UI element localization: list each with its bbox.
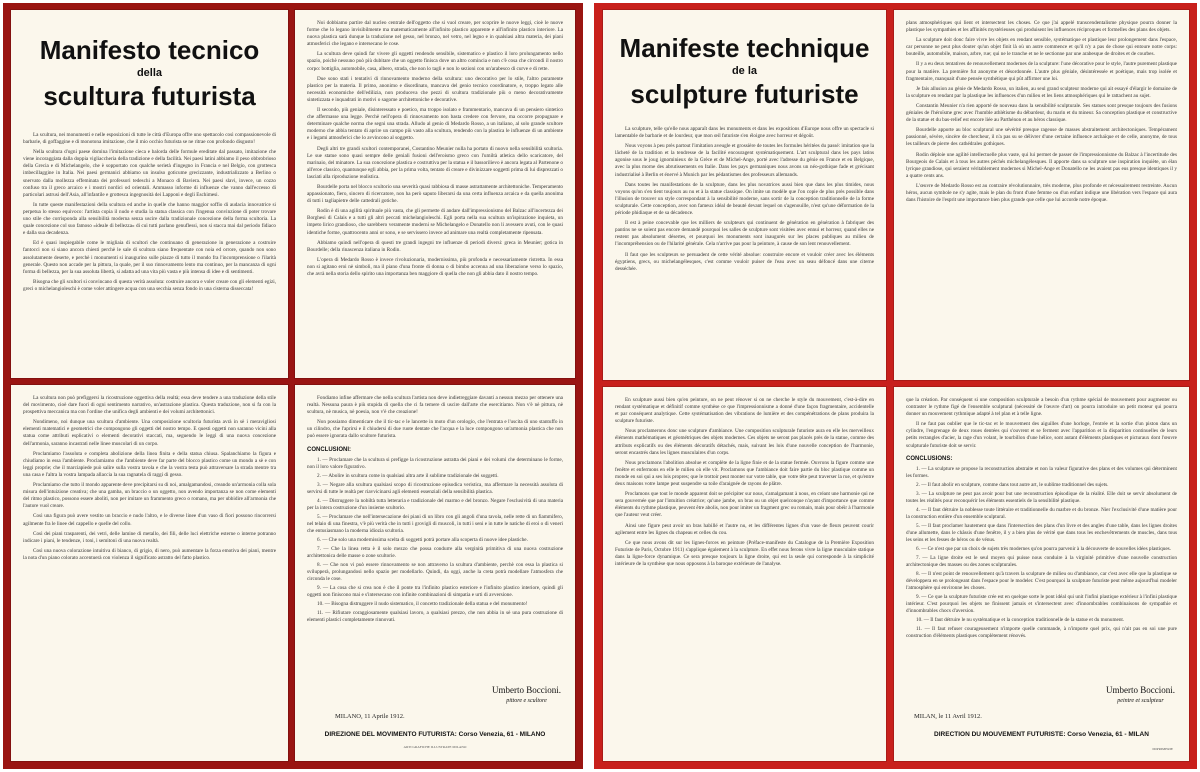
conclusion-item: 7. — La ligne droite est le seul moyen qui puisse nous conduire à la virginité primitive d'une nouvelle construction architectonique des masses ou des zones sculpturales. [906,554,1177,568]
conclusion-item: 4. — Il faut détruire la noblesse toute littéraire et traditionnelle du marbre et du bronze. Nier l'exclusivité d'une matière pour la construction entière d'un ensemble sculptural. [906,506,1177,520]
paragraph: Ainsi une figure peut avoir un bras habillé et l'autre nu, et les différentes lignes d'un vase de fleurs peuvent courir agilement entre les lignes du chapeau et celles du cou. [615,522,874,536]
paragraph: La scultura deve quindi far vivere gli oggetti rendendo sensibile, sistematico e plastico il loro prolungamento nello spazio, poichè nessuno può più dubitare che un oggetto finisca dove un altro comincia e non c'è cosa che circondi il nostro corpo: bottiglia, automobile, casa, albero, strada, che non lo tagli e non lo sezioni con un'arabesco di curve e di rette. [307,51,563,72]
paragraph: En sculpture aussi bien qu'en peinture, on ne peut rénover si on ne cherche le style du mouvement, c'est-à-dire en rendant systématique et définitif comme synthèse ce que l'impressionnisme a donné d'une façon fragmentaire, accidentelle et par conséquent analytique. Cette systématisation des vibrations de lumière et des compénétrations de plans produira la sculpture futuriste. [615,397,874,425]
italian-page-2 [295,10,575,378]
italian-title-line2: della [136,67,163,79]
italian-title-line3: scultura futurista [43,81,256,111]
paragraph: Nous proclamons l'abolition absolue et complète de la ligne finie et de la statue fermée. Ouvrons la figure comme une fenêtre et enfermons en elle le milieu où elle vit. Proclamons que l'ambiance doit faire partie du bloc plastique comme un monde en soi qui a ses lois propres; que le trottoir peut monter sur votre table, que votre tête peut traverser la rue, et qu'entre deux maisons votre lampe peut suspendre sa toile d'araignée de rayons de plâtre. [615,459,874,488]
paragraph: Nella scultura d'ogni paese domina l'imitazione cieca e balorda delle formule ereditate dal passato, imitazione che viene incoraggiata dalla doppia vigliaccheria della tradizione e della facilità. Nei paesi latini abbiamo il peso obbrobrioso della Grecia e di Michelangelo, che è sopportato con qualche serietà d'ingegno in Francia e nel Belgio, con grottesca imbecillaggine in Italia. Nei paesi germanici abbiamo un insulso goticume grecizzante, industrializzato a Berlino o snervato dalla mollezza effeminata dei professori tedeschi a Monaco di Baviera. Nei paesi slavi, invece, un cozzo confuso tra il greco arcaico e i mostri nordici od orientali. Ammasso informe di influenze che vanno dall'eccesso di particolari astrusi dell'Asia, all'infantile e grottesca ingegnosità dei Lapponi e degli Eschimesi. [23,149,276,198]
paragraph: Due sono stati i tentativi di rinnovamento moderno della scultura: uno decorativo per lo stile, l'altro puramente plastico per la materia. Il primo, anonimo e disordinato, mancava del genio tecnico coordinatore, e, troppo legato alle necessità economiche dell'edilizia, non produceva che pezzi di scultura tradizionale più o meno decorativamente sintetizzata e inquadrati in motivi o sagome architettoniche e decorative. [307,75,563,103]
conclusion-item: 10. — Il faut détruire le nu systématique et la conception traditionnelle de la statue et du monument. [916,616,1125,623]
italian-page-1 [11,10,288,378]
paragraph: Bisogna che gli scultori si convincano di questa verità assoluta: costruire ancora e voler creare con gli elementi egizi, greci o michelangioleschi è come voler attingere acqua con una secchia senza fondo in una cisterna disseccata! [23,278,276,292]
italian-title [23,36,276,110]
paragraph: Il ne faut pas oublier que le tic-tac et le mouvement des aiguilles d'une horloge, l'entrée et la sortie d'un piston dans un cylindre, l'engrenage de deux roues dentées qui s'ouvrent et se ferment avec l'apparition et la disparition continuelles de leurs petits rectangles d'acier, la rage d'un volant, le tourbillon d'une hélice, sont autant d'éléments plastiques et picturaux dont l'œuvre sculpturale futuriste doit se servir. [906,421,1177,449]
french-page-1 [603,10,886,380]
paragraph: Ed è quasi inspiegabile come le migliaia di scultori che continuano di generazione in generazione a costruire fantocci non si siano ancora chiesti perchè le sale di scultura siano frequentate con noia ed orrore, quando non sono assolutamente deserte, e perchè i monumenti si inaugurino sulle piazze di tutto il mondo fra l'incomprensione o l'ilarità generale. Questo non accade per la pittura, la quale, per il suo rinnovamento lento ma continuo, per la mancanza di ogni forma di bellezza, per la sua assoluta libertà, si adatta ad una vita più vasta e più intensa di idee e di sentimenti. [23,240,276,275]
french-title-line2: de la [731,65,758,77]
direction-address: DIREZIONE DEL MOVIMENTO FUTURISTA: Corso Venezia, 61 - MILANO [324,731,546,738]
french-page-2 [894,10,1189,380]
italian-intro-text [23,132,276,293]
paragraph: Bourdelle porta nel blocco scultorio una severità quasi rabbiosa di masse astrattamente architettoniche. Temperamento appassionato, fiero, sincero di ricercatore, non ha però saputo liberarsi da una certa influenza arcaica e da quella anonima di tutti i tagliapietre delle cattedrali gotiche. [307,183,563,205]
paragraph: Nondimeno, noi dunque una scultura d'ambiente. Una composizione scultoria futurista avrà in sè i meravigliosi elementi matematici e geometrici che compongono gli oggetti del nostro tempo. E questi oggetti non saranno vicini alla statua come attributi esplicativi o elementi decorativi staccati, ma, seguendo le leggi di una nuova concezione dell'armonia, saranno incastrati nelle linee muscolari di un corpo. [23,419,276,447]
conclusion-item: 3. — Negare alla scultura qualsiasi scopo di ricostruzione episodica veristica, ma affermare la necessità assoluta di servirsi di tutte le realtà per riavvicinarsi agli elementi essenziali della sensibilità plastica. [307,481,563,495]
paragraph: Dans toutes les manifestations de la sculpture, dans les plus novatrices aussi bien que dans les plus timides, nous voyons qu'on s'en tient toujours au nu et à la statue classique. On imite un modèle que l'on copie de plus près possible dans l'illusion de trouver un style correspondant à la sensibilité moderne, sans sortir de la conception traditionnelle de la forme sculpturale. Cette conception, avec son fameux idéal de beauté devant lequel on s'agenouille, n'est qu'une déformation de la période phidiaque et de sa décadence. [615,181,874,217]
signature-name: Umberto Boccioni. [1106,685,1175,695]
paragraph: Il secondo, più geniale, disinteressato e poetico, ma troppo isolato e frammentario, mancava di un pensiero sintetico che affermasse una legge. Perchè nell'opera di rinnovamento non basta credere con fervore, ma occorre propugnare e determinare qualche norma che segni una strada. Alludo al genio di Medardo Rosso, a un italiano, al solo grande scultore moderno che abbia tentato di aprire un campo più vasto alla scultura, rendendo con la plastica le influenze di un ambiente e i legami atmosferici che lo avvincono al soggetto. [307,107,563,142]
paragraph: Je fais allusion au génie de Medardo Rosso, un italien, au seul grand sculpteur moderne qui ait essayé d'élargir le domaine de la sculpture en rendant par la plastique les influences d'un milieu et les liens atmosphériques qui le rattachent au sujet. [906,85,1177,99]
conclusion-item: 2. — Abolire in scultura come in qualsiasi altra arte il sublime tradizionale dei soggetti. [317,472,499,479]
paragraph: Proclamons que tout le monde apparent doit se précipiter sur nous, s'amalgamant à nous, en créant une harmonie qui ne sera gouvernée que par l'intuition créatrice; qu'une jambe, un bras ou un objet quelconque n'ayant d'importance que comme éléments du rythme plastique, peuvent être abolis, non pour imiter un fragment grec ou romain, mais pour obéir à l'harmonie que l'auteur veut créer. [615,491,874,519]
french-manifesto-frame [594,3,1197,769]
signature [492,685,561,707]
conclusion-item: 5. — Il faut proclamer hautement que dans l'intersection des plans d'un livre et des angles d'une table, dans les lignes droites d'une allumette, dans le châssis d'une fenêtre, il y a bien plus de vérité que dans tous les enchevêtrements de muscles, dans tous les seins et les fesses de héros ou de vénus. [906,522,1177,543]
direction-address: DIRECTION DU MOUVEMENT FUTURISTE: Corso Venezia, 61 - MILAN [934,731,1149,738]
signature-role: pittore e scultore [506,698,547,704]
french-page-3 [603,387,886,761]
paragraph: La scultura non può prefiggersi la ricostruzione oggettiva della realtà; essa deve tendere a una traduzione della stile del movimento, cioè dare fuori di ogni sentimento narrativo, un'astrazione plastica. Questa traduzione, non si fa con la prospettiva meccanica ma con l'ordine che unifica degli ambienti e dei volumi architettonici. [23,395,276,416]
paragraph: Così una nuova colorazione intuitiva di bianco, di grigio, di nero, può aumentare la forza emotiva dei piani, mentre la nota d'un piano colorato accentuerà con violenza il significato astratto del fatto plastico. [23,547,276,561]
conclusion-item: 3. — La sculpture ne peut pas avoir pour but une reconstruction épisodique de la réalité. Elle doit se servir absolument de toutes les réalités pour reconquérir les éléments essentiels de la sensibilité plastique. [906,490,1177,504]
paragraph: Il faut que les sculpteurs se persuadent de cette vérité absolue: construire encore et vouloir créer avec les éléments égyptiens, grecs, ou michelangélesques, c'est comme vouloir puiser de l'eau avec un seau défoncé dans une citerne desséchée. [615,251,874,272]
paragraph: Degli altri tre grandi scultori contemporanei, Costantino Meunier nulla ha portato di nuovo nella sensibilità scultoria. Le sue statue sono quasi sempre delle geniali fusioni dell'eroismo greco con l'umiltà atletica dello scaricatore, del marinaio, del minatore. La sua concezione plastica e costruttiva per la statua e il bassorilievo è ancora legata al Partenone o all'eroe classico, quantunque egli abbia, per la prima volta, tentato di creare e divinizzare soggetti prima di lui disprezzati o lasciati alla riproduzione realistica. [307,145,563,180]
paragraph: Così dei piani trasparenti, dei vetri, delle lamine di metallo, dei fili, delle luci elettriche esterne o interne potranno indicare i piani, le tendenze, i toni, i semitoni di una nuova realtà. [23,530,276,544]
conclusions-heading: CONCLUSIONI: [307,446,351,453]
italian-manifesto-frame [3,3,583,769]
conclusion-item: 2. — Il faut abolir en sculpture, comme dans tout autre art, le sublime traditionnel des sujets. [916,481,1109,488]
paragraph: L'œuvre de Medardo Rosso est au contraire révolutionnaire, très moderne, plus profonde et nécessairement restreinte. Aucun héros, aucun symbole ne s'y agite, mais le plan du front d'une femme ou d'un enfant indique une libération vers l'espace qui aura dans l'histoire de l'esprit une importance bien plus grande que celle que lui accorde notre époque. [906,182,1177,204]
printer-imprint: ARTI GRAFICHE ILLUSTRATE MILANO [403,745,467,749]
paragraph: Noi dobbiamo partire dal nucleo centrale dell'oggetto che si vuol creare, per scoprire le nuove leggi, cioè le nuove forme che lo legano invisibilmente ma matematicamente all'infinito plastico apparente e all'infinito plastico interiore. La nuova plastica sarà dunque la traduzione nel gesso, nel bronzo, nel vetro, nel legno e in qualsiasi altra materia, dei piani atmosferici che legano e intersecano le cose. [307,20,563,48]
paragraph: Il y a eu deux tentatives de renouvellement modernes de la sculpture: l'une décorative pour le style, l'autre purement plastique pour la matière. La première fut anonyme et désordonnée. L'autre plus géniale, désintéressée et poétique, mais trop isolée et fragmentaire, manquait d'une pensée synthétique qui pût affirmer une loi. [906,61,1177,82]
conclusion-item: 9. — Ce que la sculpture futuriste crée est en quelque sorte le pont idéal qui unit l'infini plastique extérieur à l'infini plastique intérieur. C'est pourquoi les objets ne finissent jamais et s'intersectent avec d'innombrables combinaisons de sympathie et d'innombrables chocs d'aversion. [906,593,1177,614]
conclusion-item: 11. — Rifiutare coraggiosamente qualsiasi lavoro, a qualsiasi prezzo, che non abbia in sè una pura costruzione di elementi plastici completamente rinnovati. [307,609,563,623]
paragraph: Il est à peine concevable que les milliers de sculpteurs qui continuent de génération en génération à fabriquer des pantins ne se soient pas encore demandé pourquoi les salles de sculpture sont visitées avec ennui et horreur, quand elles ne restent pas absolument désertes, et pourquoi les monuments sont inaugurés sur les places publiques au milieu de l'incompréhension ou de l'hilarité générale. Cela n'arrive pas pour la peinture, à cause de son lent renouvellement. [615,220,874,248]
french-title-line1: Manifeste technique [619,33,870,63]
conclusion-item: 1. — La sculpture se propose la reconstruction abstraite et non la valeur figurative des plans et des volumes qui déterminent les formes. [906,465,1177,479]
conclusion-item: 7. — Che la linea retta è il solo mezzo che possa condurre alla verginità primitiva di una nuova costruzione architettonica delle masse o zone scultorie. [307,545,563,559]
paragraph: In tutte queste manifestazioni della scultura ed anche in quelle che hanno maggior soffio di audacia innovatrice si perpetua lo stesso equivoco: l'artista copia il nudo e studia la statua classica con l'ingenua convinzione di poter trovare uno stile che corrisponda alla sensibilità moderna senza uscire dalla tradizionale concezione della forma scultoria. La quale concezione col suo famoso «ideale di bellezza» di cui tutti parlano genuflessi, non si stacca mai dal periodo fidiaco e dalla sua decadenza. [23,201,276,237]
paragraph: Fondiamo infine affermare che nella scultura l'artista non deve indietreggiare davanti a nessun mezzo per ottenere una realtà. Nessuna paura è più stupida di quella che ci fa temere di uscire dall'arte che esercitiamo. Non v'è nè pittura, nè scultura, nè musica, nè poesia, non v'è che creazione! [307,395,563,416]
paragraph: Bourdelle apporte au bloc sculptural une sévérité presque rageuse de masses abstraitement architectoniques. Tempérament passionné, sévère, sincère de chercheur, il n'a pas su se délivrer d'une certaine influence archaïque et de celle, anonyme, de tous les tailleurs de pierre des cathédrales gothiques. [906,127,1177,148]
conclusion-item: 4. — Distruggere la nobiltà tutta letteraria e tradizionale del marmo e del bronzo. Negare l'esclusività di una materia per la intera costruzione d'un insieme scultorio. [307,497,563,511]
french-page-4 [894,387,1189,761]
conclusion-item: 9. — La cosa che si crea non è che il ponte tra l'infinito plastico esteriore e l'infinito plastico interiore, quindi gli oggetti non finiscono mai e s'intersecano con infinite combinazioni di simpatia e urti di avversione. [307,584,563,598]
conclusion-item: 1. — Proclamare che la scultura si prefigge la ricostruzione astratta dei piani e dei volumi che determinano le forme, non il loro valore figurativo. [307,456,563,470]
date-line: MILANO, 11 Aprile 1912. [335,713,405,720]
signature-role: peintre et sculpteur [1117,698,1164,704]
paragraph: La sculpture doit donc faire vivre les objets en rendant sensible, systématique et plastique leur prolongement dans l'espace, car personne ne peut plus douter qu'un objet finit là où un autre commence et qu'il n'y a pas de chose qui entoure notre corps: bouteille, automobile, maison, arbre, rue; qui ne le tranche et ne le sectionne par une arabesque de droites et de courbes. [906,37,1177,58]
paragraph: plans atmosphériques qui lient et intersectent les choses. Ce que j'ai appelé transcendentalisme physique pourra donner la plastique les sympathies et les affinités mystérieuses qui produisent les influences réciproques et formelles des plans des objets. [906,20,1177,34]
italian-page-3 [11,385,288,761]
paragraph: Nous proclamerons donc une sculpture d'ambiance. Une composition sculpturale futuriste aura en elle les merveilleux éléments mathématiques et géométriques des objets modernes. Ces objets ne seront pas placés près de la statue, comme des attributs explicatifs ou des éléments décoratifs détachés, mais, suivant les lois d'une nouvelle conception de l'harmonie, seront encastrés dans les lignes musculaires d'un corps. [615,428,874,456]
paragraph: Nous voyons à peu près partout l'imitation aveugle et grossière de toutes les formules héritées du passé: imitation que la lâcheté de la tradition et la tendresse de la facilité encouragent systématiquement. L'art sculptural dans les pays latins agonise sous le joug ignominieux de la Grèce et de Michel-Ange, porté avec l'adresse du génie en France et en Belgique, avec la plus morne des abrutissements en Italie. Dans les pays germaniques nous avons un néo-gothique fade et grécisant industrialisé à Berlin et énervé à Munich par les pédantismes des professeurs allemands. [615,143,874,178]
conclusion-item: 10. — Bisogna distruggere il nudo sistematico, il concetto tradizionale della statua e del monumento! [317,600,528,607]
paragraph: L'opera di Medardo Rosso è invece rivoluzionaria, modernissima, più profonda e necessariamente ristretta. In essa non si agitano eroi nè simboli, ma il piano d'una fronte di donna o di bimbo accenna ad una liberazione verso lo spazio, che avrà nella storia dello spirito una importanza ben maggiore di quella che non gli abbia dato il nostro tempo. [307,256,563,277]
italian-title-line1: Manifesto tecnico [39,35,260,65]
conclusion-item: 6. — Che solo una modernissima scelta di soggetti potrà portare alla scoperta di nuove idee plastiche. [317,536,528,543]
paragraph: Così una figura può avere vestito un braccio e nudo l'altro, e le diverse linee d'un vaso di fiori possono rincorrersi agilmente fra le linee del cappello e quelle del collo. [23,513,276,527]
paragraph: Abbiamo quindi nell'opera di questi tre grandi ingegni tre influenze di periodi diversi: greca in Meunier; gotica in Bourdelle; della rinascenza italiana in Rodin. [307,239,563,253]
paragraph: Rodin déploie une agilité intellectuelle plus vaste, qui lui permet de passer de l'impressionnisme du Balzac à l'incertitude des Bourgeois de Calais et à tous les autres péchés michelangélesques. Il apporte dans sa sculpture une inspiration inquiète, un élan lyrique grandiose, qui seraient véritablement modernes si Michel-Ange et Donatello ne les avaient pas eus presque identiques il y a quatre cents ans. [906,151,1177,179]
conclusion-item: 11. — Il faut refuser courageusement n'importe quelle commande, à n'importe quel prix, qui n'ait pas en soi une pure construction d'éléments plastiques complètement rénovés. [906,625,1177,639]
paragraph: La scultura, nei monumenti e nelle esposizioni di tutte le città d'Europa offre uno spettacolo così compassionevole di barbarie, di goffaggine e di monotona imitazione, che il mio occhio futurista se ne ritrae con profondo disgusto! [23,132,276,146]
paragraph: Constantin Meunier n'a rien apporté de nouveau dans la sensibilité sculpturale. Ses statues sont presque toujours des fusions géniales de l'héroïsme grec avec l'humble athlétisme du débardeur, du marin et du mineur. Sa conception plastique et constructive de la statue et du bas-relief est encore liée au Parthénon et au héros classique. [906,102,1177,124]
paragraph: Proclamiamo che tutto il mondo apparente deve precipitarsi su di noi, amalgamandosi, creando un'armonia colla sola misura dell'intuizione creativa; che una gamba, un braccio o un oggetto, non avendo importanza se non come elementi del ritmo plastico, possono essere aboliti, non per imitare un frammento greco o romano, ma per ubbidire all'armonia che l'autore vuol creare. [23,482,276,510]
date-line: MILAN, le 11 Avril 1912. [914,713,982,720]
paragraph: que la création. Par conséquent si une composition sculpturale a besoin d'un rythme spécial de mouvement pour augmenter ou contraster le rythme figé de l'ensemble sculptural (nécessité de l'œuvre d'art) on pourra introduire un petit moteur qui pourra donner un mouvement rythmique adapté à tel plan et à telle ligne. [906,397,1177,418]
french-title [615,34,874,108]
italian-page-4 [295,385,575,761]
conclusion-item: 6. — Ce n'est que par un choix de sujets très modernes qu'on pourra parvenir à la découverte de nouvelles idées plastiques. [916,545,1171,552]
french-title-line3: sculpture futuriste [630,79,859,109]
signature-name: Umberto Boccioni. [492,685,561,695]
conclusions-heading: CONCLUSIONS: [906,455,953,462]
signature [1106,685,1175,707]
printer-imprint: IMPRIMERIE [1152,747,1173,751]
conclusion-item: 5. — Proclamare che nell'intersecazione dei piani di un libro con gli angoli d'una tavola, nelle rette di un fiammifero, nel telaio di una finestra, v'è più verità che in tutti i grovigli di muscoli, in tutti i seni e in tutte le natiche di eroi o di veneri che entusiasmano la moderna idiozia scultoria. [307,513,563,534]
paragraph: Ce que nous avons dit sur les lignes-forces en peinture (Préface-manifeste du Catalogue de la Première Exposition Futuriste de Paris, Octobre 1911) s'applique également à la sculpture. En effet nous ferons vivre la ligne musculaire statique dans la ligne-force dynamique. Ce sera presque toujours la ligne droite, qui est la seule qui corresponde à la simplicité intérieure de la synthèse que nous opposons à la baroque extérieure de l'analyse. [615,539,874,567]
paragraph: Non possiamo dimenticare che il tic-tac e le lancette in moto d'un orologio, che l'entrata e l'uscita di uno stantuffo in un cilindro, che l'aprirsi e il chiudersi di due ruote dentate che l'acqua e la luce compongono un'armonia plastica che non può essere ignorata dallo scultore futurista. [307,419,563,440]
conclusion-item: 8. — Il n'est point de renouvellement qu'à travers la sculpture de milieu ou d'ambiance, car c'est avec elle que la plastique se développera en se prolongeant dans l'espace pour le modeler. C'est pourquoi la sculpture futuriste peut même aujourd'hui modeler l'atmosphère qui environne les choses. [906,570,1177,591]
paragraph: Rodin è di una agilità spirituale più vasta, che gli permette di andare dall'impressionismo del Balzac all'incertezza dei Borghesi di Calais e a tutti gli altri peccati michelangioleschi. Egli porta nella sua scultura un'ispirazione inquieta, un impeto lirico grandioso, che sarebbero veramente moderni se Michelangelo e Donatello non li avessero avuti, con le quasi identiche forme, quattrocento anni or sono, e se servissero invece ad animare una realtà completamente ripensata. [307,208,563,236]
paragraph: La sculpture, telle qu'elle nous apparaît dans les monuments et dans les expositions d'Europe nous offre un spectacle si lamentable de barbarie et de lourdeur, que mon œil futuriste s'en éloigne avec horreur et dégoût. [615,126,874,140]
conclusion-item: 8. — Che non vi può essere rinnovamento se non attraverso la scultura d'ambiente, perchè con essa la plastica si svilupperà, prolungandosi nello spazio per modellarlo. Quindi, da oggi, anche la creta potrà modellare l'atmosfera che circonda le cose. [307,561,563,582]
paragraph: Proclamiamo l'assoluta e completa abolizione della linea finita e della statua chiusa. Spalanchiamo la figura e chiudiamo in essa l'ambiente. Proclamiamo che l'ambiente deve far parte del blocco plastico come un mondo a sè e con leggi proprie; che il marciapiede può salire sulla vostra tavola e che la vostra testa può attraversare la strada mentre tra una casa e l'altra la vostra lampada allaccia la sua ragnatela di raggi di gesso. [23,450,276,478]
